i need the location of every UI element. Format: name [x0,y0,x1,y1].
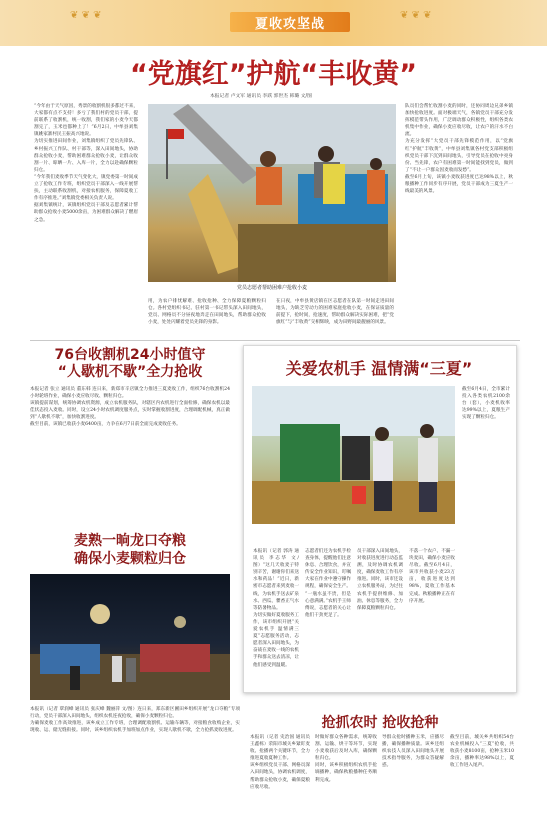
main-story-column-1: “今年由于天气原因，秀景的收割机很多都过不来，大家都有点不支持！多亏了我们村的党员干部，提前联系了收割机，统一收割，我们家的小麦今天都割完了，玉米也都种上了！”6月2日，中牟县刘集镇姚家寨村民王振高兴地说。 为切实推进田间作业，刘集镇组织了党员先锋队、乡村振兴工作队、村干部等，深入田间地头，协助群众抢收小麦，帮助困难群众抢收小麦，让群众收割一片、晾晒一片、入库一片，全力以赴确保颗粒归仓。 “今年我们麦收季节天气变化大，镇党委第一时间成立了抢收工作专班，组织党员干部深入一线开展帮扶，主动联系收割机，对接农机服务，保障夏收工作有序推进。”刘集镇党委相关负责人说。 据刘集镇统计，该镇组织党员干部及志愿者累计帮助群众抢收小麦5000余亩，为困难群众解决了燃眉之急。 [34,104,138,223]
story5-column-4: 截至目前，城关乡共组织54台农业机械投入“三夏”抢收，共收获小麦8100亩，抢种玉米10余亩，播种率达98%以上，夏收工作进入尾声。 [450,735,514,769]
story5-column-2: 时做好群众各种需求，统筹收割、运输、烘干等环节，实现小麦收获后及时入库，确保颗粒归仓。 同时，该乡积极组织农机手抢墒播种，确保秋粮播种任务顺利完成。 [315,735,377,783]
story4-headline-1: 麦熟一晌龙口夺粮 [74,533,186,549]
wheat-icon: ❦ ❦ ❦ [400,10,432,21]
story2-headline-1: 76台收割机24小时值守 [54,347,206,363]
story3-photo [252,386,455,524]
story5-column-3: 导群众抢时播种玉米，应播尽播，确保播种质量。该乡还组织农技人员深入田间地头开展技术指导服务，为群众答疑解惑。 [382,735,444,769]
story5-headline: 抢抓农时 抢收抢种 [321,715,439,731]
main-story-column-3: 队员们会帮忙收割小麦的同时，还协同周边兄弟乡镇加快抢收进度。面对极端天气，各镇党员干部充分发挥模范带头作用，广泛调动群众积极性，组织各类农机集中作业，确保小麦应收尽收，让农户的汗水不白流。 为充分发挥“大党员干部先锋模范作用，以“党旗红”护航“丰收黄”，中牟县刘集镇各村党支部积极组织党员干部下沉到田间地头，引导党员在抢收中亮身份、当先锋，农户有困难第一时间能找到党员，做到了“不让一户群众因麦收而发愁”。 截至6月上旬，该镇小麦收获进度已达98%以上，秋粮播种工作同步有序开展，党员干部成为三夏生产一线最美的风景。 [405,104,513,195]
story5-column-1: 本报讯（记者 史治国 通讯员 王鑫栎）荥阳市城关乡紧盯麦收、抢播两个关键环节，全力推进夏收夏种工作。 该乡组织党员干部、网格员深入田间地头，协调农机调度，帮助群众抢收小麦，确保夏粮应收尽收。 [250,735,310,790]
story3-column-5: 截至6月4日，全市累计投入各类农机2100余台（套），小麦机收率达99%以上，夏粮生产实现了颗粒归仓。 [462,387,510,421]
story2-body: 本报记者 张立 通讯员 董东韩 连日来，新郑市辛店镇全力推进三夏麦收工作，组织76台收割机24小时轮班作业，确保小麦应收尽收、颗粒归仓。 该镇提前谋划，统筹协调农机资源，成立农机服务队，对辖区内农机进行全面检修，确保农机以最佳状态投入麦收。同时，设立24小时农机调度服务点，实时掌握收割进度，合理调配机械，真正做到“人歇机不歇”，加快收割进度。 截至目前，该镇已收获小麦6400亩，力争在6月7日前全面完成麦收任务。 [30,387,230,428]
section-tag: 夏收攻坚战 [230,12,350,32]
main-story-column-2b: 在日夜，中牟县黄店镇在区志愿者在队第一时间走进田间地头，为缺乏劳动力的困难家庭抢收小麦，在保证质量的前提下，抢时间，抢速度，帮助群众解决实际困难，把“党旗红”与“丰收黄”交相辉映，成为田野间最靓丽的风景。 [276,299,394,326]
main-byline: 本报记者 卢文军 通讯员 李跃 郭世杰 韩璐 文/图 [210,94,312,99]
story3-column-3: 员干部深入田间地头，对收获进度进行动态监测，及时协调农机调度，确保麦收工作有序推进。同时，该市还设立农机服务站，为过往农机手提供维修、加油、休息等服务，全力保障夏粮颗粒归仓。 [357,549,403,611]
night-harvest-illustration [30,574,230,700]
main-story-column-2a: 用，为农户排忧解难、抢收抢种、全力保障夏粮颗粒归仓。各村党组织书记、驻村第一书记带头深入田间地头，党员、网格员不分昼夜地奔走在田间地头，帮助群众抢收小麦，处处闪耀着党员先锋的身影。 [148,299,266,326]
main-headline: “党旗红”护航“丰收黄” [130,59,417,90]
section-divider [30,340,520,341]
main-photo [148,104,396,282]
story3-column-2: 志愿者们还为农机手检查身体，提醒他们注意休息、合理饮食，并宣传安全作业知识，叮嘱大家在作业中遵守操作规程，确保安全生产。 “一瓶水虽不贵，但是心意满满。”农机手王师傅说，志愿者的关心让他们干劲更足了。 [305,549,351,618]
harvest-scene-illustration [148,104,396,282]
story3-headline: 关爱农机手 温情满“三夏” [285,359,473,378]
story3-column-1: 本报讯（记者 郭涛 通讯员 李志华 文/图）“这几天收麦子特别辛苦，谢谢你们来送水和药品！”近日，新密市志愿者来到麦收一线，为农机手送去矿泉水、西瓜、藿香正气水等防暑物品。 为切实做好夏收服务工作，该市组织开展“关爱农机手 温情满三夏”志愿服务活动，志愿者深入田间地头，为奋战在麦收一线的农机手和群众送去清凉，让他们感受到温暖。 [253,549,299,668]
farmer-field-illustration [252,386,455,524]
story3-column-4: 不落一个农户、不漏一块麦田，确保小麦应收尽收。截至6月4日，该市共收获小麦23万亩，收获进度达到98%，夏收工作基本完成。秋粮播种正在有序开展。 [409,549,455,604]
story2-headline-2: “人歇机不歇”全力抢收 [57,364,203,380]
story4-headline-2: 确保小麦颗粒归仓 [74,551,186,567]
wheat-icon: ❦ ❦ ❦ [70,10,102,21]
main-photo-caption: 党员志愿者帮助困难户抢收小麦 [237,285,308,291]
story4-body: 本报讯（记者 覃润峰 通讯员 张庆峰 魏丽萍 文/图）连日来，郑东新区圃田乡组织开展“龙口夺粮”专项行动，党员干部深入田间地头，组织农机连夜抢收，确保小麦颗粒归仓。 为确保麦收工作高效推进，该乡成立工作专班，合理调配收割机、运输车辆等，对接粮食收购企业，实现收、运、储无缝衔接。同时，该乡组织农机手加班加点作业，实现人歇机不歇，全力抢抓麦收进度。 [30,707,240,734]
story4-night-photo [30,574,230,700]
